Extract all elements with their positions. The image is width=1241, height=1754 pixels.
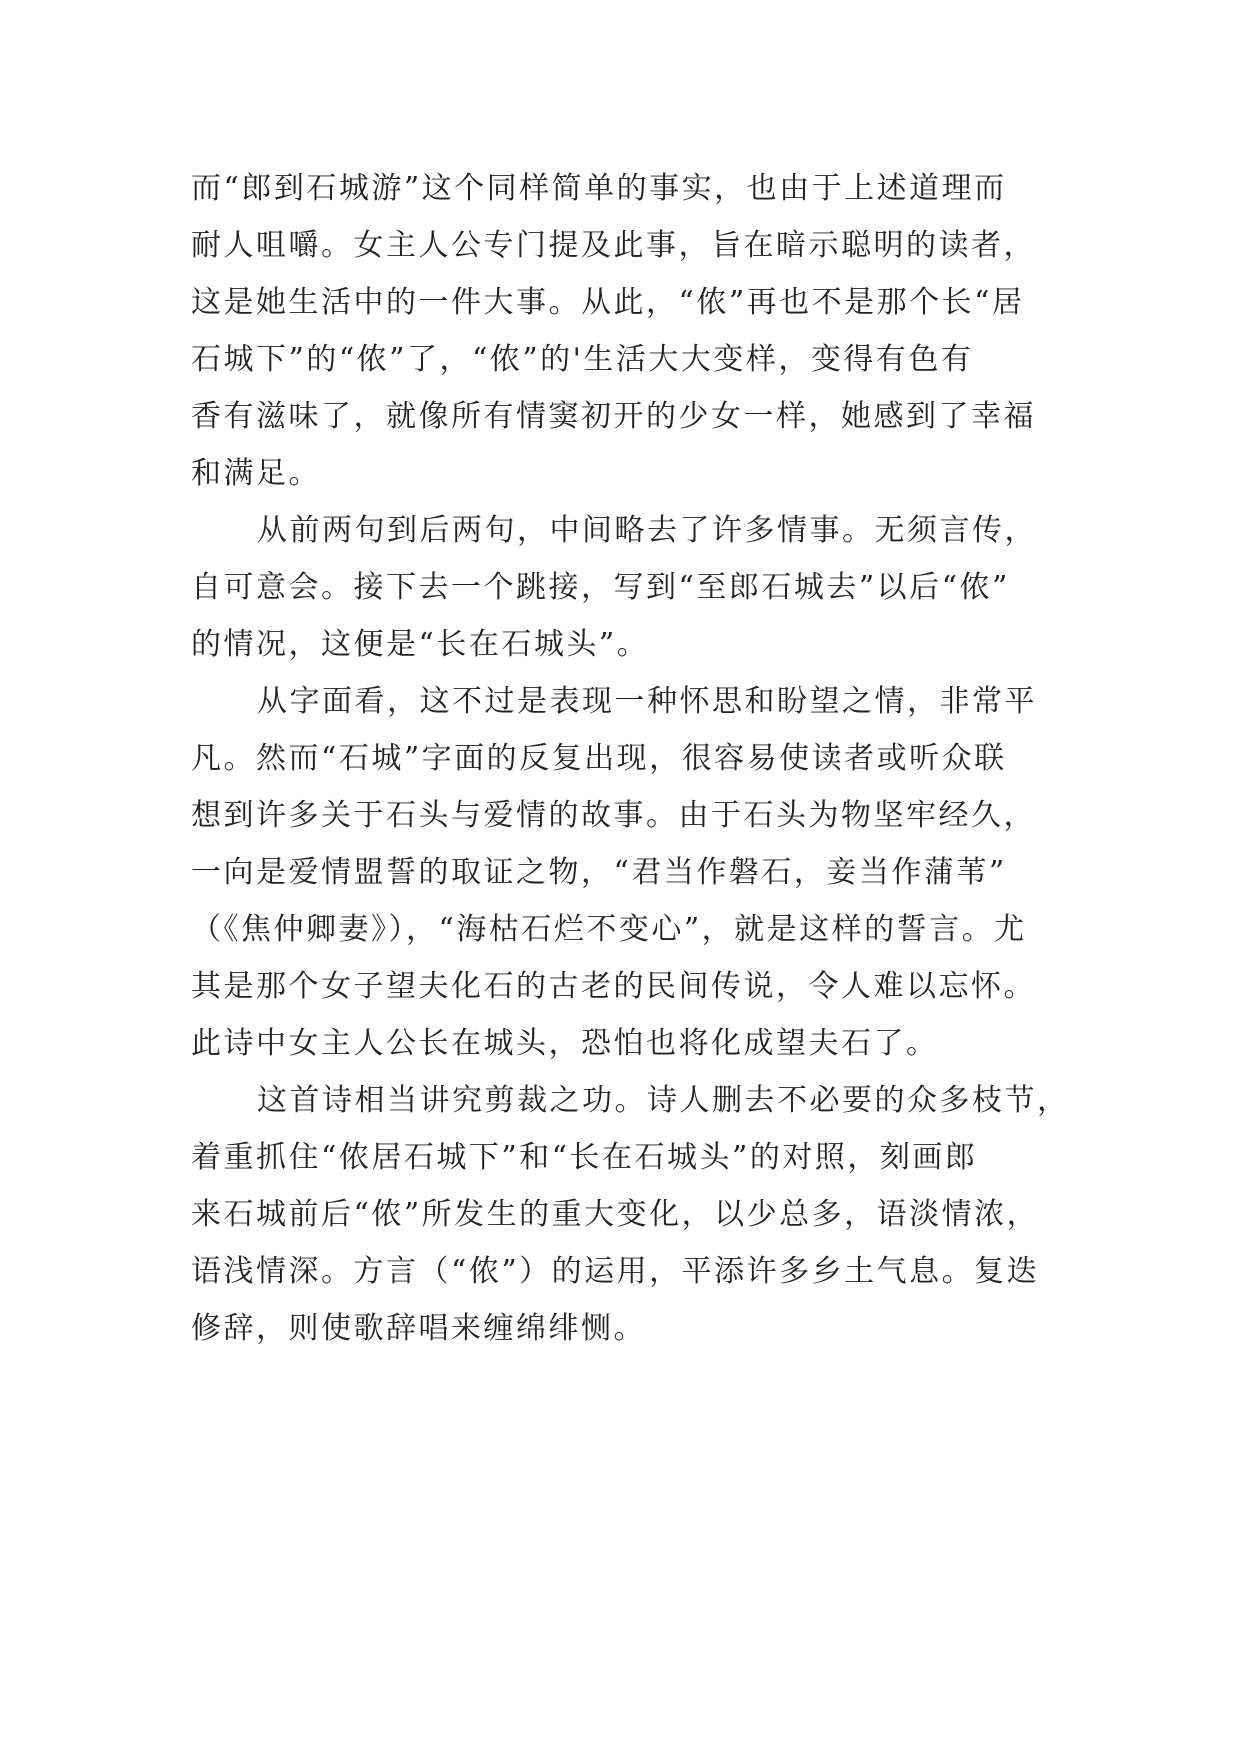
text-line: 来石城前后“侬”所发生的重大变化，以少总多，语淡情浓，	[191, 1197, 1040, 1232]
text-line: 和满足。	[191, 456, 321, 491]
text-line: 自可意会。接下去一个跳接，写到“至郎石城去”以后“侬”	[191, 570, 1010, 605]
text-line: 从前两句到后两句，中间略去了许多情事。无须言传，	[257, 513, 1037, 548]
text-line: 这首诗相当讲究剪裁之功。诗人删去不必要的众多枝节，	[257, 1083, 1070, 1118]
text-line: 着重抓住“侬居石城下”和“长在石城头”的对照，刻画郎	[191, 1140, 978, 1175]
text-line: （《焦仲卿妻》），“海枯石烂不变心”，就是这样的誓言。尤	[191, 912, 1027, 947]
text-line: 其是那个女子望夫化石的古老的民间传说，令人难以忘怀。	[191, 969, 1036, 1004]
paragraph-4	[191, 1072, 1071, 1357]
text-line: 此诗中女主人公长在城头，恐怕也将化成望夫石了。	[191, 1026, 939, 1061]
text-line: 石城下”的“侬”了，“侬”的'生活大大变样，变得有色有	[191, 342, 974, 377]
text-line: 语浅情深。方言（“侬”）的运用，平添许多乡土气息。复迭	[191, 1254, 1040, 1289]
paragraph-3	[191, 673, 1071, 1072]
text-line: 的情况，这便是“长在石城头”。	[191, 627, 650, 662]
text-line: 从字面看，这不过是表现一种怀思和盼望之情，非常平	[257, 684, 1037, 719]
text-line: 一向是爱情盟誓的取证之物，“君当作磐石，妾当作蒲苇”	[191, 855, 1007, 890]
text-line: 想到许多关于石头与爱情的故事。由于石头为物坚牢经久，	[191, 798, 1036, 833]
paragraph-2	[191, 502, 1071, 673]
text-line: 凡。然而“石城”字面的反复出现，很容易使读者或听众联	[191, 741, 1007, 776]
text-line: 而“郎到石城游”这个同样简单的事实，也由于上述道理而	[191, 171, 1007, 206]
text-line: 耐人咀嚼。女主人公专门提及此事，旨在暗示聪明的读者，	[191, 228, 1036, 263]
text-line: 这是她生活中的一件大事。从此，“侬”再也不是那个长“居	[191, 285, 1025, 320]
text-line: 修辞，则使歌辞唱来缠绵绯恻。	[191, 1311, 646, 1346]
article-body	[191, 160, 1071, 1357]
paragraph-1	[191, 160, 1071, 502]
text-line: 香有滋味了，就像所有情窦初开的少女一样，她感到了幸福	[191, 399, 1036, 434]
